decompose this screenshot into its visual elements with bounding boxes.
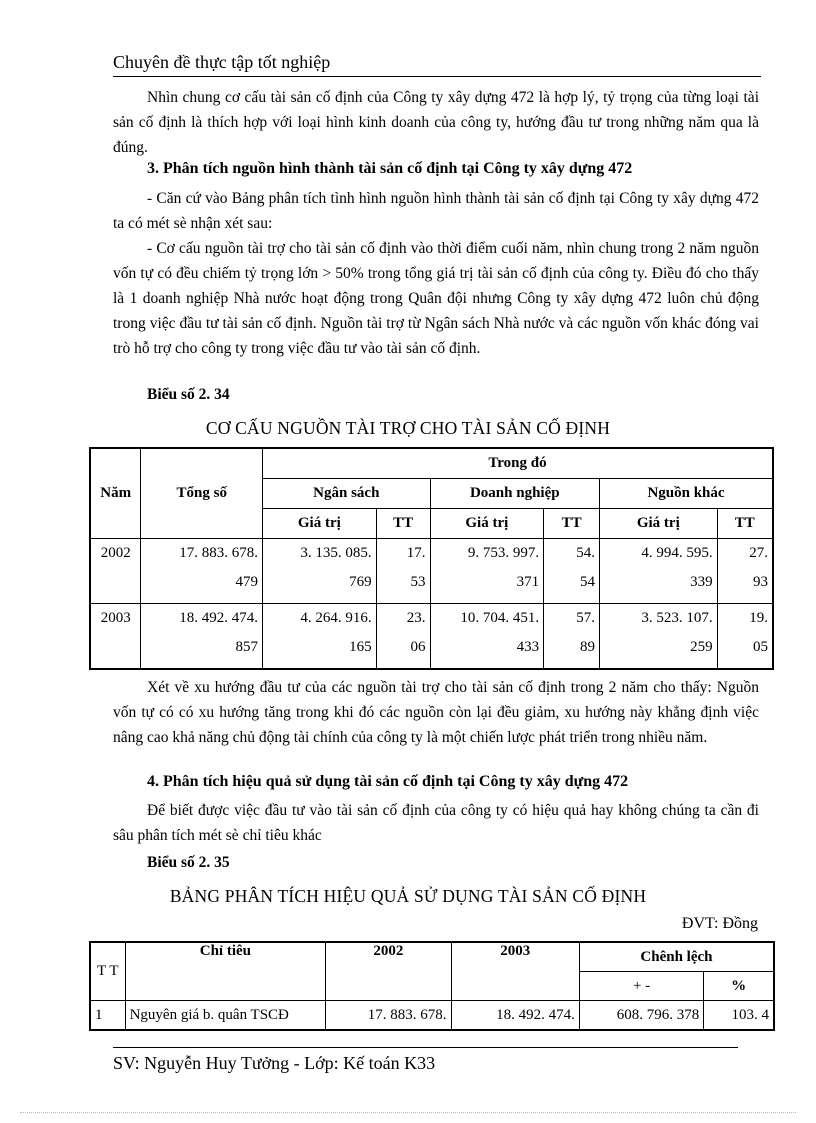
- cell-ns-tt: 17. 53: [376, 539, 430, 604]
- cell-ns-tt: 23. 06: [376, 604, 430, 670]
- cell-total: 17. 883. 678. 479: [141, 539, 263, 604]
- cell-dn-tt: 54. 54: [544, 539, 600, 604]
- header-tt: T T: [90, 942, 125, 1001]
- section-heading-4: 4. Phân tích hiệu quả sử dụng tài sản cố định tại Công ty xây dựng 472: [147, 773, 629, 790]
- cell-year: 2003: [90, 604, 141, 670]
- page-edge-dots: [20, 1112, 796, 1113]
- header-gia-tri: Giá trị: [600, 509, 718, 539]
- cell-diff: 608. 796. 378: [579, 1001, 703, 1031]
- table-row: [90, 1001, 774, 1031]
- header-tt: TT: [376, 509, 430, 539]
- header-chi-tieu: Chỉ tiêu: [125, 942, 326, 1001]
- cell-nk-tt: 19. 05: [717, 604, 773, 670]
- paragraph-funding-structure: - Cơ cấu nguồn tài trợ cho tài sản cố định vào thời điểm cuối năm, nhìn chung trong 2 năm nguồn vốn tự có đều chiếm tỷ trọng lớn > 50% trong tổng giá trị tài sản cố định của công ty. Điều đó cho thấy là 1 doanh nghiệp Nhà nước hoạt động trong Quân đội nhưng Công ty xây dựng 472 luôn chủ động trong việc đầu tư tài sản cố định. Nguồn tài trợ từ Ngân sách Nhà nước và các nguồn vốn khác đóng vai trò hỗ trợ cho công ty trong việc đầu tư vào tài sản cố định.: [113, 240, 759, 357]
- cell-nk-tt: 27. 93: [717, 539, 773, 604]
- table-row: [90, 604, 773, 670]
- header-tt: TT: [544, 509, 600, 539]
- header-total: Tổng số: [141, 448, 263, 539]
- header-ngan-sach: Ngân sách: [263, 479, 430, 509]
- header-tt: TT: [717, 509, 773, 539]
- header-year: Năm: [90, 448, 141, 539]
- header-2002: 2002: [326, 942, 451, 1001]
- header-divider: [113, 76, 761, 77]
- cell-ns-value: 4. 264. 916. 165: [263, 604, 377, 670]
- header-trong-do: Trong đó: [263, 448, 773, 479]
- header-gia-tri: Giá trị: [263, 509, 377, 539]
- paragraph-basis: - Căn cứ vào Bảng phân tích tình hình nguồn hình thành tài sản cố định tại Công ty xây dựng 472 ta có mét sè nhận xét sau:: [113, 190, 759, 232]
- cell-percent: 103. 4: [704, 1001, 774, 1031]
- header-doanh-nghiep: Doanh nghiệp: [430, 479, 599, 509]
- funding-structure-table: [89, 447, 774, 670]
- cell-total: 18. 492. 474. 857: [141, 604, 263, 670]
- footer-divider: [113, 1047, 738, 1048]
- header-gia-tri: Giá trị: [430, 509, 544, 539]
- cell-chi-tieu: Nguyên giá b. quân TSCĐ: [125, 1001, 326, 1031]
- cell-dn-value: 10. 704. 451. 433: [430, 604, 544, 670]
- table-title-funding-structure: CƠ CẤU NGUỒN TÀI TRỢ CHO TÀI SẢN CỐ ĐỊNH: [205, 418, 611, 438]
- paragraph-overview: Nhìn chung cơ cấu tài sản cố định của Công ty xây dựng 472 là hợp lý, tỷ trọng của từng loại tài sản cố định là thích hợp với loại hình kinh doanh của công ty, hướng đầu tư trong những năm qua là đúng.: [113, 89, 759, 156]
- figure-label-2-35: Biểu số 2. 35: [147, 854, 230, 871]
- figure-label-2-34: Biểu số 2. 34: [147, 386, 230, 403]
- cell-tt: 1: [90, 1001, 125, 1031]
- header-plus-minus: + -: [579, 972, 703, 1001]
- efficiency-table: [89, 941, 775, 1031]
- cell-2002: 17. 883. 678.: [326, 1001, 451, 1031]
- cell-ns-value: 3. 135. 085. 769: [263, 539, 377, 604]
- paragraph-trend: Xét về xu hướng đầu tư của các nguồn tài trợ cho tài sản cố định trong 2 năm cho thấy: Nguồn vốn tự có có xu hướng tăng trong khi đó các nguồn còn lại đều giảm, xu hướng này khẳng định việc nâng cao khả năng chủ động tài chính của công ty là một chiến lược phát triển trong nhiều năm.: [113, 679, 759, 746]
- header-nguon-khac: Nguồn khác: [600, 479, 774, 509]
- cell-2003: 18. 492. 474.: [451, 1001, 579, 1031]
- cell-year: 2002: [90, 539, 141, 604]
- cell-nk-value: 4. 994. 595. 339: [600, 539, 718, 604]
- header-percent: %: [704, 972, 774, 1001]
- cell-dn-tt: 57. 89: [544, 604, 600, 670]
- paragraph-efficiency-intro: Để biết được việc đầu tư vào tài sản cố định của công ty có hiệu quả hay không chúng ta cần đi sâu phân tích mét sè chỉ tiêu khác: [113, 802, 759, 844]
- unit-label: ĐVT: Đồng: [681, 915, 758, 932]
- header-2003: 2003: [451, 942, 579, 1001]
- cell-dn-value: 9. 753. 997. 371: [430, 539, 544, 604]
- section-heading-3: 3. Phân tích nguồn hình thành tài sản cố định tại Công ty xây dựng 472: [147, 160, 633, 177]
- page-header: Chuyên đề thực tập tốt nghiệp: [113, 52, 331, 72]
- page-footer: SV: Nguyễn Huy Tưởng - Lớp: Kế toán K33: [113, 1053, 436, 1073]
- table-title-efficiency: BẢNG PHÂN TÍCH HIỆU QUẢ SỬ DỤNG TÀI SẢN CỐ ĐỊNH: [169, 886, 647, 906]
- header-chenh-lech: Chênh lệch: [579, 942, 774, 972]
- cell-nk-value: 3. 523. 107. 259: [600, 604, 718, 670]
- table-row: [90, 539, 773, 604]
